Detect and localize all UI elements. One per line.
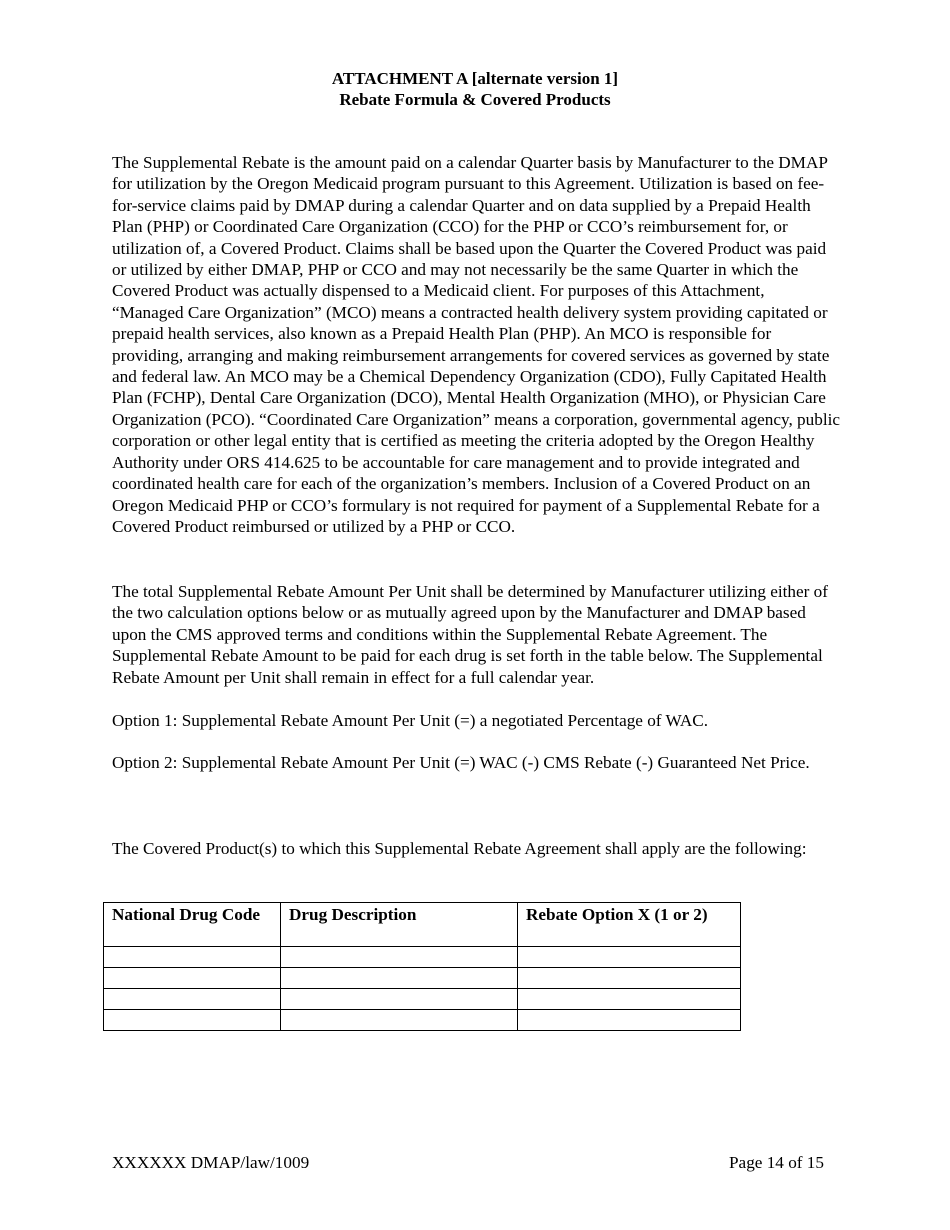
covered-products-paragraph: The Covered Product(s) to which this Supplemental Rebate Agreement shall apply are the following: (112, 839, 807, 858)
header-national-drug-code: National Drug Code (104, 903, 281, 947)
table-row (104, 968, 741, 989)
table-cell (281, 1010, 518, 1031)
table-cell (104, 947, 281, 968)
table-cell (518, 968, 741, 989)
attachment-heading (0, 68, 950, 110)
header-drug-description: Drug Description (281, 903, 518, 947)
table-row (104, 989, 741, 1010)
table-cell (104, 1010, 281, 1031)
footer-page-number: Page 14 of 15 (729, 1153, 824, 1172)
intro-paragraph: The Supplemental Rebate is the amount paid on a calendar Quarter basis by Manufacturer to the DMAP for utilization by the Oregon Medicaid program pursuant to this Agreement. Utilization is based on fee-for-service claims paid by DMAP during a calendar Quarter and on data supplied by a Prepaid Health Plan (PHP) or Coordinated Care Organization (CCO) for the PHP or CCO’s reimbursement for, or utilization of, a Covered Product. Claims shall be based upon the Quarter the Covered Product was paid or utilized by either DMAP, PHP or CCO and may not necessarily be the same Quarter in which the Covered Product was actually dispensed to a Medicaid client. For purposes of this Attachment, “Managed Care Organization” (MCO) means a contracted health delivery system providing capitated or prepaid health services, also known as a Prepaid Health Plan (PHP). An MCO is responsible for providing, arranging and making reimbursement arrangements for covered services as governed by state and federal law. An MCO may be a Chemical Dependency Organization (CDO), Fully Capitated Health Plan (FCHP), Dental Care Organization (DCO), Mental Health Organization (MHO), or Physician Care Organization (PCO). “Coordinated Care Organization” means a corporation, governmental agency, public corporation or other legal entity that is certified as meeting the criteria adopted by the Oregon Healthy Authority under ORS 414.625 to be accountable for care management and to provide integrated and coordinated health care for each of the organization’s members. Inclusion of a Covered Product on an Oregon Medicaid PHP or CCO’s formulary is not required for payment of a Supplemental Rebate for a Covered Product reimbursed or utilized by a PHP or CCO. (112, 153, 841, 536)
total-rebate-paragraph: The total Supplemental Rebate Amount Per Unit shall be determined by Manufacturer utilizing either of the two calculation options below or as mutually agreed upon by the Manufacturer and DMAP based upon the CMS approved terms and conditions within the Supplemental Rebate Agreement. The Supplemental Rebate Amount to be paid for each drug is set forth in the table below. The Supplemental Rebate Amount per Unit shall remain in effect for a full calendar year. (112, 582, 828, 687)
covered-products-table (103, 902, 741, 1031)
table-cell (281, 989, 518, 1010)
table-cell (104, 989, 281, 1010)
footer-document-id: XXXXXX DMAP/law/1009 (112, 1153, 310, 1172)
attachment-title: ATTACHMENT A [alternate version 1] (331, 69, 619, 88)
table-header-row (104, 903, 741, 947)
table-cell (281, 968, 518, 989)
table-cell (518, 947, 741, 968)
option-1-paragraph: Option 1: Supplemental Rebate Amount Per Unit (=) a negotiated Percentage of WAC. (112, 711, 709, 730)
table-row (104, 1010, 741, 1031)
header-rebate-option: Rebate Option X (1 or 2) (518, 903, 741, 947)
table-cell (104, 968, 281, 989)
table-row (104, 947, 741, 968)
table-cell (281, 947, 518, 968)
table-cell (518, 989, 741, 1010)
table-cell (518, 1010, 741, 1031)
attachment-subtitle: Rebate Formula & Covered Products (339, 90, 611, 109)
option-2-paragraph: Option 2: Supplemental Rebate Amount Per Unit (=) WAC (-) CMS Rebate (-) Guaranteed Net Price. (112, 753, 810, 772)
